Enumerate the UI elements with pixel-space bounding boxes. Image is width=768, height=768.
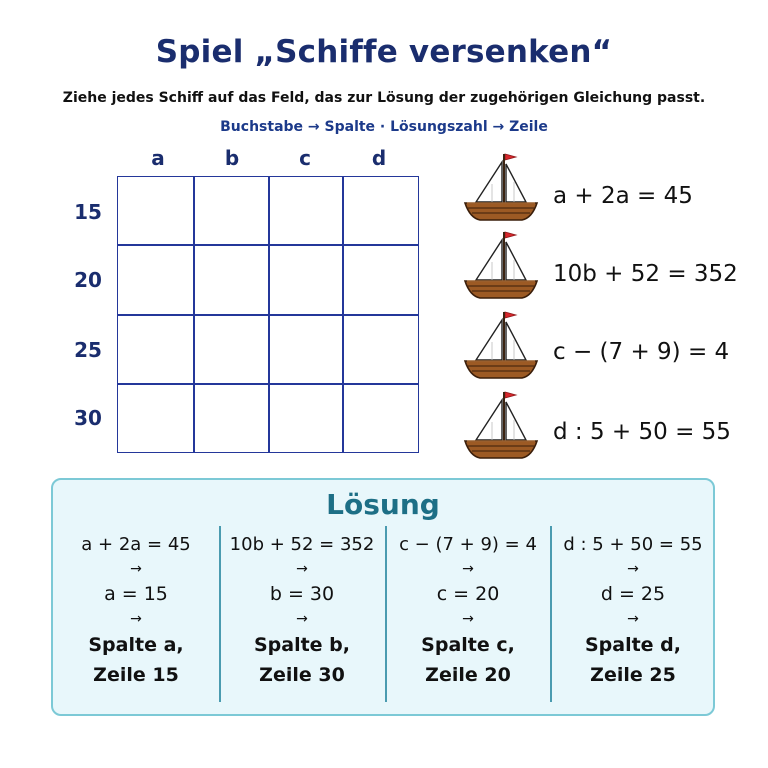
arrow-icon: → [627, 611, 639, 627]
solution-column-text: Spalte c, [421, 634, 515, 656]
hint-text: Buchstabe → Spalte · Lösungszahl → Zeile [220, 119, 548, 135]
solution-result: a = 15 [104, 583, 168, 605]
grid-cell-c25[interactable] [268, 314, 342, 383]
solution-result: c = 20 [436, 583, 500, 605]
row-label-30: 30 [74, 406, 102, 430]
grid-cell-a15[interactable] [118, 177, 193, 244]
sailboat-icon[interactable] [462, 306, 540, 382]
sailboat-icon[interactable] [462, 148, 540, 224]
column-label-b: b [224, 146, 240, 170]
grid-cell-a25[interactable] [118, 314, 193, 383]
grid-cell-c30[interactable] [268, 383, 342, 451]
arrow-icon: → [627, 561, 639, 577]
column-label-d: d [371, 146, 387, 170]
grid-cell-b30[interactable] [193, 383, 268, 451]
solution-result: d = 25 [600, 583, 666, 605]
solution-column-text: Spalte a, [88, 634, 184, 656]
grid-cell-a30[interactable] [118, 383, 193, 451]
arrow-icon: → [130, 611, 142, 627]
ship-equation-d: d : 5 + 50 = 55 [553, 419, 731, 445]
sailboat-icon[interactable] [462, 226, 540, 302]
solution-column-b [219, 532, 385, 690]
ship-equation-c: c − (7 + 9) = 4 [553, 339, 730, 365]
arrow-icon: → [130, 561, 142, 577]
solution-column-text: Spalte b, [253, 634, 351, 656]
grid-cell-b25[interactable] [193, 314, 268, 383]
solution-column-text: Spalte d, [584, 634, 682, 656]
column-label-a: a [151, 146, 165, 170]
solution-box [51, 478, 715, 716]
solution-equation: d : 5 + 50 = 55 [563, 534, 703, 555]
solution-title: Lösung [326, 488, 440, 521]
grid-cell-d15[interactable] [342, 177, 417, 244]
solution-row-text: Zeile 15 [93, 664, 179, 686]
sailboat-icon[interactable] [462, 386, 540, 462]
arrow-icon: → [296, 611, 308, 627]
solution-column-a [53, 532, 219, 690]
solution-equation: a + 2a = 45 [81, 534, 191, 555]
grid-cell-d20[interactable] [342, 244, 417, 314]
grid-cell-a20[interactable] [118, 244, 193, 314]
solution-result: b = 30 [269, 583, 335, 605]
solution-column-d [550, 532, 716, 690]
row-label-25: 25 [74, 338, 102, 362]
grid-cell-d30[interactable] [342, 383, 417, 451]
row-label-15: 15 [74, 200, 102, 224]
solution-row-text: Zeile 30 [259, 664, 345, 686]
ship-equation-b: 10b + 52 = 352 [553, 261, 738, 287]
grid-cell-c15[interactable] [268, 177, 342, 244]
solution-row-text: Zeile 25 [590, 664, 676, 686]
solution-equation: 10b + 52 = 352 [229, 534, 375, 555]
arrow-icon: → [462, 561, 474, 577]
grid-cell-c20[interactable] [268, 244, 342, 314]
instruction-text: Ziehe jedes Schiff auf das Feld, das zur Lösung der zugehörigen Gleichung passt. [62, 90, 706, 106]
page-title: Spiel „Schiffe versenken“ [155, 34, 613, 70]
ship-equation-a: a + 2a = 45 [553, 183, 693, 209]
row-label-20: 20 [74, 268, 102, 292]
column-label-c: c [299, 146, 311, 170]
grid-cell-b15[interactable] [193, 177, 268, 244]
arrow-icon: → [462, 611, 474, 627]
solution-row-text: Zeile 20 [425, 664, 511, 686]
arrow-icon: → [296, 561, 308, 577]
grid-cell-d25[interactable] [342, 314, 417, 383]
game-grid [117, 176, 419, 453]
grid-cell-b20[interactable] [193, 244, 268, 314]
solution-equation: c − (7 + 9) = 4 [399, 534, 537, 555]
solution-column-c [385, 532, 551, 690]
